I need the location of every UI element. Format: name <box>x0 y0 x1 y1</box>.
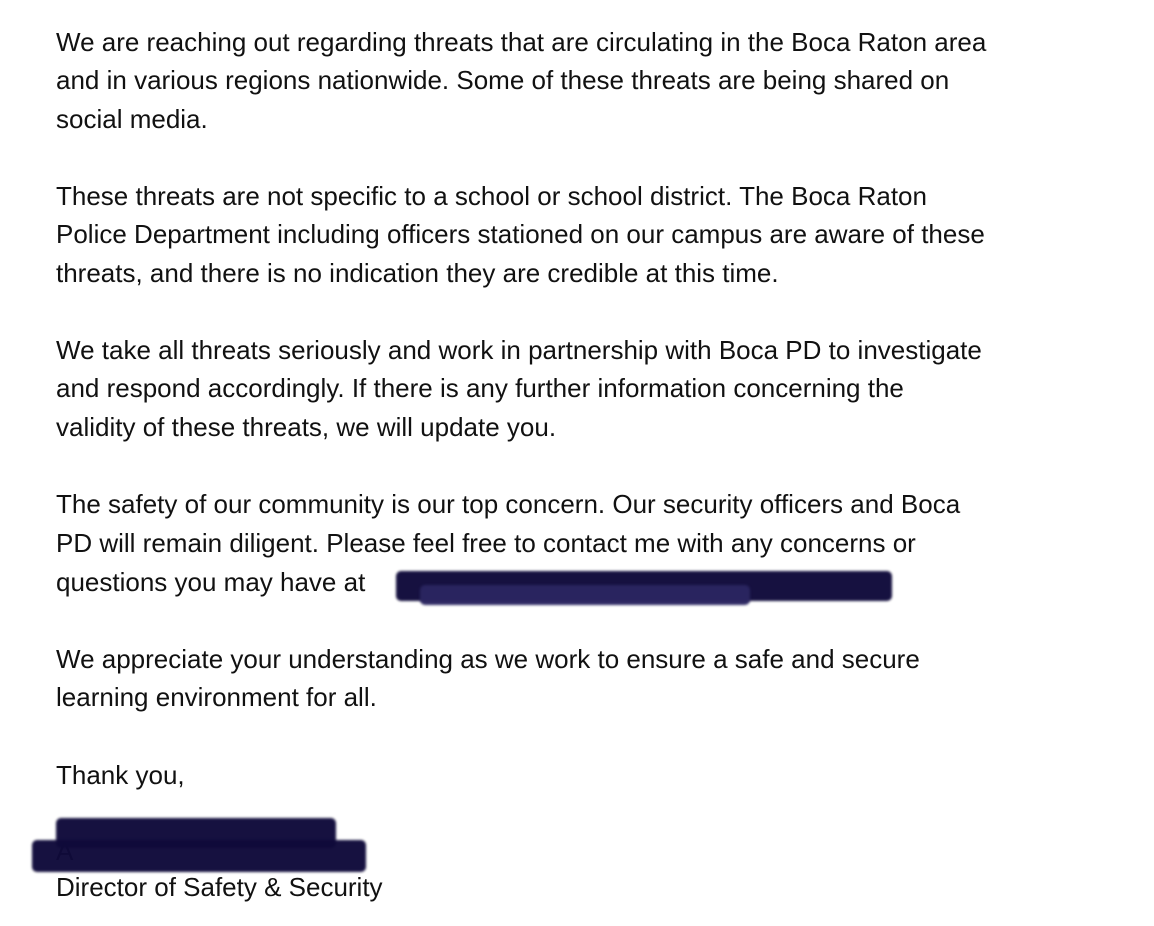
paragraph-5-line-1: We appreciate your understanding as we work to ensure a safe and secure <box>56 644 920 674</box>
redacted-email-overlay <box>420 585 750 605</box>
paragraph-4-line-1: The safety of our community is our top concern. Our security officers and Boca <box>56 489 961 519</box>
paragraph-1-line-2: and in various regions nationwide. Some of these threats are being shared on <box>56 65 950 95</box>
paragraph-4-line-3: questions you may have at <box>56 567 366 597</box>
paragraph-5-line-2: learning environment for all. <box>56 682 377 712</box>
paragraph-2-line-3: threats, and there is no indication they are credible at this time. <box>56 258 779 288</box>
paragraph-3-line-2: and respond accordingly. If there is any further information concerning the <box>56 373 904 403</box>
signature-title: Director of Safety & Security <box>56 872 383 902</box>
paragraph-1-line-1: We are reaching out regarding threats that are circulating in the Boca Raton area <box>56 27 987 57</box>
paragraph-3-line-1: We take all threats seriously and work in partnership with Boca PD to investigate <box>56 335 982 365</box>
paragraph-3-line-3: validity of these threats, we will update you. <box>56 412 557 442</box>
redacted-signature-bottom <box>32 840 366 872</box>
paragraph-2-line-2: Police Department including officers stationed on our campus are aware of these <box>56 219 985 249</box>
paragraph-2-line-1: These threats are not specific to a school or school district. The Boca Raton <box>56 181 927 211</box>
paragraph-4-line-2: PD will remain diligent. Please feel free to contact me with any concerns or <box>56 528 916 558</box>
closing-text: Thank you, <box>56 760 185 790</box>
paragraph-1-line-3: social media. <box>56 104 208 134</box>
